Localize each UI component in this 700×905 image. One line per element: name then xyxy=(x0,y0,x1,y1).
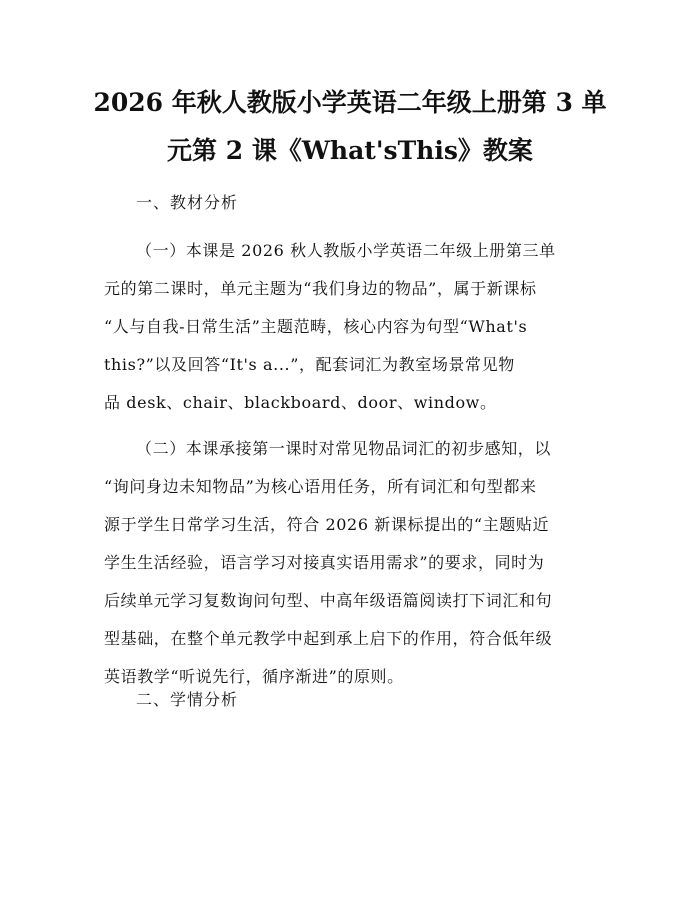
paragraph-2-line: 英语教学“听说先行，循序渐进”的原则。 xyxy=(104,667,404,686)
paragraph-2-line: “询问身边未知物品”为核心语用任务，所有词汇和句型都来 xyxy=(104,477,537,496)
paragraph-2-line: 学生生活经验，语言学习对接真实语用需求”的要求，同时为 xyxy=(104,553,545,572)
section-heading-student-analysis: 二、学情分析 xyxy=(136,690,239,709)
paragraph-2-line: 后续单元学习复数询问句型、中高年级语篇阅读打下词汇和句 xyxy=(104,591,553,610)
paragraph-2 xyxy=(104,430,604,696)
paragraph-2-line: 型基础，在整个单元教学中起到承上启下的作用，符合低年级 xyxy=(104,629,553,648)
paragraph-2-line: 源于学生日常学习生活，符合 2026 新课标提出的“主题贴近 xyxy=(104,515,550,534)
document-title-line-1: 2026 年秋人教版小学英语二年级上册第 3 单 xyxy=(93,88,607,117)
paragraph-1-line: 品 desk、chair、blackboard、door、window。 xyxy=(104,393,497,412)
paragraph-1-line: （一）本课是 2026 秋人教版小学英语二年级上册第三单 xyxy=(136,241,556,260)
section-heading-textbook-analysis: 一、教材分析 xyxy=(136,193,239,212)
document-title-line-2: 元第 2 课《What'sThis》教案 xyxy=(167,136,533,165)
paragraph-1 xyxy=(104,232,604,422)
paragraph-1-line: “人与自我-日常生活”主题范畴，核心内容为句型“What's xyxy=(104,317,528,336)
paragraph-2-line: （二）本课承接第一课时对常见物品词汇的初步感知，以 xyxy=(136,439,552,458)
paragraph-1-line: this?”以及回答“It's a...”，配套词汇为教室场景常见物 xyxy=(104,355,515,374)
paragraph-1-line: 元的第二课时，单元主题为“我们身边的物品”，属于新课标 xyxy=(104,279,537,298)
